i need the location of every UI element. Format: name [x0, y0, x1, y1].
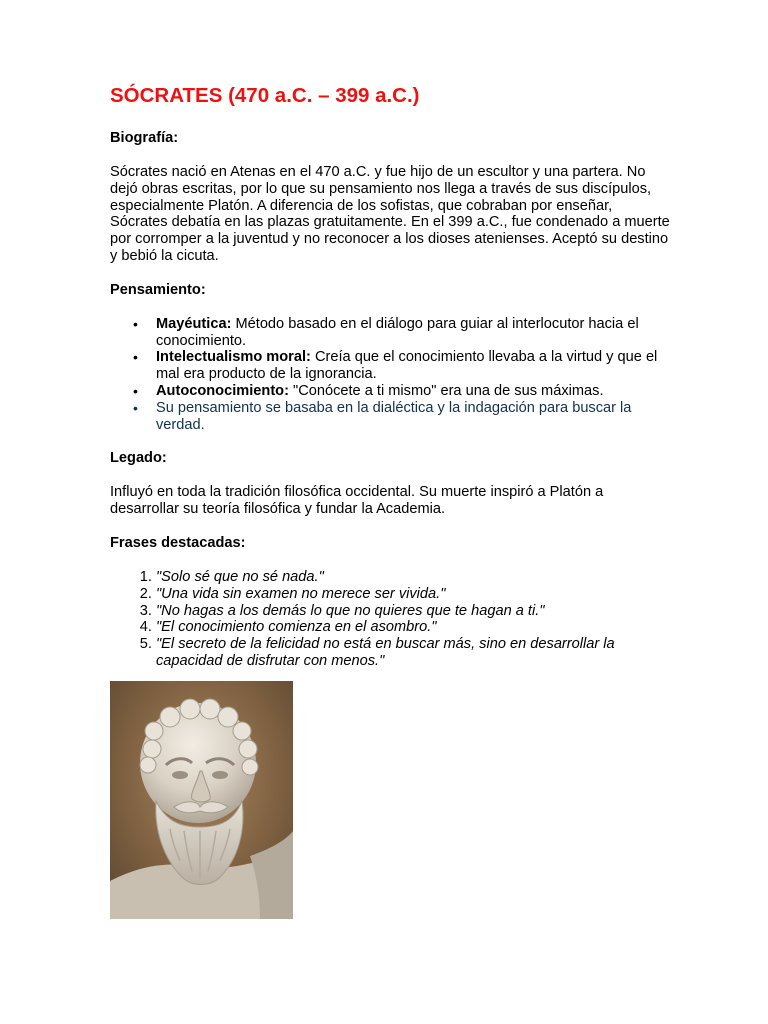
term-description: "Conócete a ti mismo" era una de sus máximas.: [288, 382, 604, 399]
term-label: Mayéutica:: [156, 315, 232, 332]
biografia-text: Sócrates nació en Atenas en el 470 a.C. y fue hijo de un escultor y una partera. No dejó obras escritas, por lo que su pensamiento nos llega a través de sus discípulos, especialmente Platón. A diferencia de los sofistas, que cobraban por enseñar, Sócrates debatía en las plazas gratuitamente. En el 399 a.C., fue condenado a muerte por corromper a la juventud y no reconocer a los dioses atenienses. Aceptó su destino y bebió la cicuta.: [110, 164, 670, 264]
list-item: 4. "El conocimiento comienza en el asombro.": [156, 619, 670, 636]
list-item: 5. "El secreto de la felicidad no está en buscar más, sino en desarrollar la capacidad de disfrutar con menos.": [156, 636, 670, 670]
term-label: Autoconocimiento:: [156, 382, 289, 399]
socrates-bust-image: [110, 681, 293, 919]
term-description: Método basado en el diálogo para guiar al interlocutor hacia el conocimiento.: [156, 315, 639, 349]
list-item: 2. "Una vida sin examen no merece ser vivida.": [156, 586, 670, 603]
list-item: 1. "Solo sé que no sé nada.": [156, 569, 670, 586]
bullet-icon: •: [133, 399, 138, 416]
page-title: SÓCRATES (470 a.C. – 399 a.C.): [110, 84, 420, 107]
biografia-heading: Biografía:: [110, 130, 179, 146]
legado-text: Influyó en toda la tradición filosófica occidental. Su muerte inspiró a Platón a desarrollar su teoría filosófica y fundar la Academia.: [110, 484, 604, 518]
term-label: Intelectualismo moral:: [156, 349, 311, 366]
list-item: [133, 349, 670, 383]
list-item: [133, 382, 670, 400]
bullet-icon: •: [133, 349, 138, 366]
list-item: [133, 399, 670, 434]
frases-heading: Frases destacadas:: [110, 534, 246, 551]
bullet-icon: •: [133, 382, 138, 399]
pensamiento-heading: Pensamiento:: [110, 281, 206, 298]
list-item: 3. "No hagas a los demás lo que no quieres que te hagan a ti.": [156, 603, 670, 620]
legado-heading: Legado:: [110, 450, 167, 467]
term-description: Su pensamiento se basaba en la dialéctica y la indagación para buscar la verdad.: [156, 399, 632, 433]
bullet-icon: •: [133, 315, 138, 332]
pensamiento-list: [110, 316, 670, 434]
term-description: Creía que el conocimiento llevaba a la virtud y que el mal era producto de la ignorancia.: [156, 349, 658, 383]
frases-list: [110, 569, 670, 670]
document-content: [110, 82, 670, 687]
list-item: [133, 315, 670, 350]
